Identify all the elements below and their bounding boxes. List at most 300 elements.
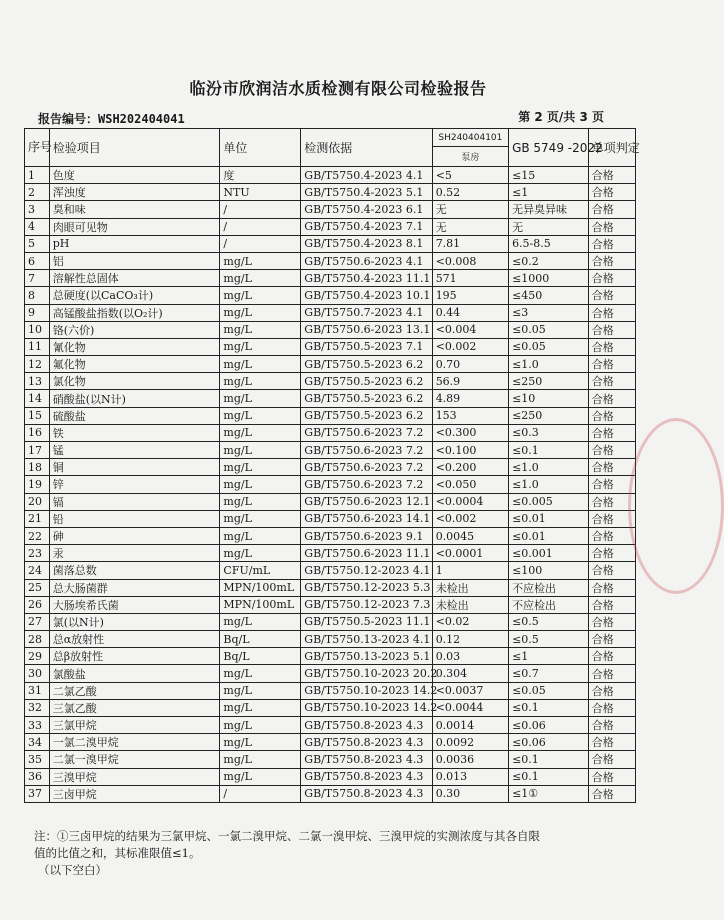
cell-limit: 无 — [509, 218, 589, 235]
col-header-standard: GB 5749 -2022 — [509, 129, 589, 167]
table-row — [25, 734, 636, 751]
footnote-line-2: 值的比值之和，其标准限值≤1。 — [34, 846, 201, 860]
cell-limit: ≤450 — [509, 287, 589, 304]
table-row — [25, 785, 636, 802]
cell-unit: MPN/100mL — [220, 579, 301, 596]
cell-result: 0.0014 — [432, 717, 508, 734]
cell-basis: GB/T5750.6-2023 7.2 — [301, 442, 432, 459]
cell-result: 56.9 — [432, 373, 508, 390]
cell-limit: ≤3 — [509, 304, 589, 321]
cell-result: 未检出 — [432, 596, 508, 613]
table-row — [25, 717, 636, 734]
cell-judge: 合格 — [588, 356, 635, 373]
cell-limit: ≤0.01 — [509, 510, 589, 527]
cell-limit: ≤0.2 — [509, 252, 589, 269]
cell-basis: GB/T5750.4-2023 11.1 — [301, 270, 432, 287]
cell-unit: mg/L — [220, 527, 301, 544]
cell-unit: mg/L — [220, 493, 301, 510]
cell-judge: 合格 — [588, 562, 635, 579]
cell-no: 37 — [25, 785, 50, 802]
cell-unit: mg/L — [220, 442, 301, 459]
cell-unit: 度 — [220, 167, 301, 184]
cell-unit: mg/L — [220, 459, 301, 476]
cell-basis: GB/T5750.12-2023 4.1 — [301, 562, 432, 579]
cell-result: <0.008 — [432, 252, 508, 269]
cell-unit: mg/L — [220, 252, 301, 269]
table-row — [25, 751, 636, 768]
cell-judge: 合格 — [588, 665, 635, 682]
cell-no: 32 — [25, 699, 50, 716]
cell-item: 铝 — [49, 252, 220, 269]
cell-limit: ≤1 — [509, 184, 589, 201]
cell-result: <0.0004 — [432, 493, 508, 510]
cell-item: 二氯乙酸 — [49, 682, 220, 699]
cell-limit: 无异臭异味 — [509, 201, 589, 218]
cell-limit: ≤0.001 — [509, 545, 589, 562]
cell-result: 0.70 — [432, 356, 508, 373]
table-row — [25, 682, 636, 699]
cell-unit: mg/L — [220, 338, 301, 355]
cell-no: 5 — [25, 235, 50, 252]
cell-unit: mg/L — [220, 407, 301, 424]
results-table — [24, 128, 640, 803]
cell-judge: 合格 — [588, 167, 635, 184]
cell-item: 铬(六价) — [49, 321, 220, 338]
cell-judge: 合格 — [588, 424, 635, 441]
col-header-judge: 单项判定 — [588, 129, 635, 167]
cell-result: 7.81 — [432, 235, 508, 252]
cell-item: 总β放射性 — [49, 648, 220, 665]
cell-judge: 合格 — [588, 321, 635, 338]
cell-no: 25 — [25, 579, 50, 596]
cell-judge: 合格 — [588, 493, 635, 510]
table-row — [25, 424, 636, 441]
cell-judge: 合格 — [588, 218, 635, 235]
cell-result: 0.03 — [432, 648, 508, 665]
cell-judge: 合格 — [588, 373, 635, 390]
cell-limit: 不应检出 — [509, 596, 589, 613]
table-row — [25, 613, 636, 630]
cell-basis: GB/T5750.4-2023 5.1 — [301, 184, 432, 201]
cell-item: 砷 — [49, 527, 220, 544]
cell-result: 4.89 — [432, 390, 508, 407]
cell-unit: mg/L — [220, 665, 301, 682]
cell-item: 硫酸盐 — [49, 407, 220, 424]
table-row — [25, 252, 636, 269]
table-row — [25, 373, 636, 390]
cell-basis: GB/T5750.12-2023 5.3 — [301, 579, 432, 596]
table-row — [25, 527, 636, 544]
cell-item: 氟化物 — [49, 356, 220, 373]
cell-no: 1 — [25, 167, 50, 184]
cell-no: 35 — [25, 751, 50, 768]
cell-unit: mg/L — [220, 510, 301, 527]
cell-result: 571 — [432, 270, 508, 287]
cell-limit: ≤1① — [509, 785, 589, 802]
cell-no: 34 — [25, 734, 50, 751]
table-row — [25, 768, 636, 785]
cell-no: 8 — [25, 287, 50, 304]
cell-limit: ≤15 — [509, 167, 589, 184]
table-row — [25, 631, 636, 648]
cell-no: 16 — [25, 424, 50, 441]
cell-result: 0.013 — [432, 768, 508, 785]
table-row — [25, 167, 636, 184]
cell-judge: 合格 — [588, 631, 635, 648]
cell-judge: 合格 — [588, 476, 635, 493]
col-header-no: 序号 — [25, 129, 50, 167]
table-row — [25, 459, 636, 476]
cell-judge: 合格 — [588, 545, 635, 562]
cell-no: 14 — [25, 390, 50, 407]
cell-basis: GB/T5750.12-2023 7.3 — [301, 596, 432, 613]
cell-basis: GB/T5750.6-2023 12.1 — [301, 493, 432, 510]
table-row — [25, 270, 636, 287]
cell-judge: 合格 — [588, 304, 635, 321]
table-row — [25, 201, 636, 218]
cell-no: 11 — [25, 338, 50, 355]
cell-judge: 合格 — [588, 184, 635, 201]
cell-item: 大肠埃希氏菌 — [49, 596, 220, 613]
cell-item: 锰 — [49, 442, 220, 459]
table-row — [25, 493, 636, 510]
cell-judge: 合格 — [588, 717, 635, 734]
cell-basis: GB/T5750.6-2023 7.2 — [301, 424, 432, 441]
cell-result: <0.0037 — [432, 682, 508, 699]
cell-unit: NTU — [220, 184, 301, 201]
cell-unit: mg/L — [220, 751, 301, 768]
cell-unit: mg/L — [220, 304, 301, 321]
cell-unit: mg/L — [220, 476, 301, 493]
cell-result: 未检出 — [432, 579, 508, 596]
cell-limit: ≤1.0 — [509, 459, 589, 476]
cell-judge: 合格 — [588, 768, 635, 785]
cell-limit: 6.5-8.5 — [509, 235, 589, 252]
table-row — [25, 321, 636, 338]
cell-item: 溶解性总固体 — [49, 270, 220, 287]
cell-unit: MPN/100mL — [220, 596, 301, 613]
cell-item: 总硬度(以CaCO₃计) — [49, 287, 220, 304]
cell-result: 无 — [432, 218, 508, 235]
table-row — [25, 579, 636, 596]
cell-basis: GB/T5750.4-2023 8.1 — [301, 235, 432, 252]
cell-item: 三氯甲烷 — [49, 717, 220, 734]
cell-no: 22 — [25, 527, 50, 544]
cell-judge: 合格 — [588, 270, 635, 287]
col-header-item: 检验项目 — [49, 129, 220, 167]
cell-limit: ≤250 — [509, 373, 589, 390]
cell-basis: GB/T5750.8-2023 4.3 — [301, 734, 432, 751]
cell-no: 26 — [25, 596, 50, 613]
cell-unit: mg/L — [220, 699, 301, 716]
table-row — [25, 562, 636, 579]
table-row — [25, 476, 636, 493]
cell-no: 3 — [25, 201, 50, 218]
report-number: 报告编号：WSH202404041 — [38, 112, 185, 126]
table-row — [25, 545, 636, 562]
cell-judge: 合格 — [588, 510, 635, 527]
cell-judge: 合格 — [588, 407, 635, 424]
cell-item: 菌落总数 — [49, 562, 220, 579]
cell-no: 12 — [25, 356, 50, 373]
cell-item: 铜 — [49, 459, 220, 476]
cell-judge: 合格 — [588, 252, 635, 269]
cell-item: 铅 — [49, 510, 220, 527]
cell-unit: mg/L — [220, 545, 301, 562]
cell-judge: 合格 — [588, 613, 635, 630]
table-row — [25, 665, 636, 682]
cell-result: <0.300 — [432, 424, 508, 441]
table-row — [25, 407, 636, 424]
cell-limit: ≤0.05 — [509, 682, 589, 699]
cell-no: 19 — [25, 476, 50, 493]
cell-item: 氯酸盐 — [49, 665, 220, 682]
cell-basis: GB/T5750.8-2023 4.3 — [301, 768, 432, 785]
cell-result: 0.44 — [432, 304, 508, 321]
seal-stamp — [628, 418, 724, 594]
cell-no: 27 — [25, 613, 50, 630]
cell-limit: ≤100 — [509, 562, 589, 579]
cell-item: pH — [49, 235, 220, 252]
cell-basis: GB/T5750.5-2023 6.2 — [301, 390, 432, 407]
cell-result: <0.0001 — [432, 545, 508, 562]
cell-basis: GB/T5750.5-2023 6.2 — [301, 356, 432, 373]
cell-item: 色度 — [49, 167, 220, 184]
cell-limit: ≤1.0 — [509, 356, 589, 373]
cell-unit: / — [220, 218, 301, 235]
cell-limit: ≤0.5 — [509, 631, 589, 648]
col-header-sample — [432, 129, 508, 167]
table-header-row — [25, 129, 636, 167]
cell-unit: / — [220, 235, 301, 252]
cell-unit: mg/L — [220, 768, 301, 785]
table-row — [25, 390, 636, 407]
cell-result: 195 — [432, 287, 508, 304]
cell-item: 臭和味 — [49, 201, 220, 218]
cell-basis: GB/T5750.10-2023 20.2 — [301, 665, 432, 682]
cell-unit: mg/L — [220, 321, 301, 338]
footnote-line-1: 注：①三卤甲烷的结果为三氯甲烷、一氯二溴甲烷、二氯一溴甲烷、三溴甲烷的实测浓度与其各自限 — [34, 829, 540, 843]
col-header-unit: 单位 — [220, 129, 301, 167]
cell-limit: ≤0.005 — [509, 493, 589, 510]
cell-no: 13 — [25, 373, 50, 390]
cell-basis: GB/T5750.8-2023 4.3 — [301, 751, 432, 768]
cell-judge: 合格 — [588, 287, 635, 304]
cell-basis: GB/T5750.5-2023 11.1 — [301, 613, 432, 630]
cell-basis: GB/T5750.4-2023 4.1 — [301, 167, 432, 184]
cell-item: 总α放射性 — [49, 631, 220, 648]
cell-no: 2 — [25, 184, 50, 201]
cell-basis: GB/T5750.13-2023 5.1 — [301, 648, 432, 665]
cell-basis: GB/T5750.13-2023 4.1 — [301, 631, 432, 648]
cell-result: 无 — [432, 201, 508, 218]
cell-no: 4 — [25, 218, 50, 235]
cell-judge: 合格 — [588, 751, 635, 768]
cell-no: 21 — [25, 510, 50, 527]
blank-below-marker: （以下空白） — [38, 863, 107, 877]
cell-basis: GB/T5750.4-2023 10.1 — [301, 287, 432, 304]
cell-basis: GB/T5750.6-2023 4.1 — [301, 252, 432, 269]
table-row — [25, 338, 636, 355]
cell-limit: ≤0.06 — [509, 717, 589, 734]
cell-limit: ≤0.1 — [509, 751, 589, 768]
cell-item: 高锰酸盐指数(以O₂计) — [49, 304, 220, 321]
table-row — [25, 184, 636, 201]
cell-item: 三溴甲烷 — [49, 768, 220, 785]
cell-result: <0.0044 — [432, 699, 508, 716]
col-header-basis: 检测依据 — [301, 129, 432, 167]
cell-item: 总大肠菌群 — [49, 579, 220, 596]
cell-result: <0.002 — [432, 338, 508, 355]
cell-basis: GB/T5750.8-2023 4.3 — [301, 785, 432, 802]
cell-judge: 合格 — [588, 596, 635, 613]
cell-unit: mg/L — [220, 424, 301, 441]
cell-unit: mg/L — [220, 373, 301, 390]
cell-unit: mg/L — [220, 356, 301, 373]
cell-unit: / — [220, 201, 301, 218]
cell-item: 氯(以N计) — [49, 613, 220, 630]
cell-judge: 合格 — [588, 338, 635, 355]
cell-result: <0.200 — [432, 459, 508, 476]
cell-result: 0.30 — [432, 785, 508, 802]
cell-judge: 合格 — [588, 201, 635, 218]
cell-result: <0.02 — [432, 613, 508, 630]
cell-basis: GB/T5750.5-2023 7.1 — [301, 338, 432, 355]
cell-limit: ≤0.3 — [509, 424, 589, 441]
cell-limit: ≤10 — [509, 390, 589, 407]
table-row — [25, 218, 636, 235]
cell-limit: ≤0.1 — [509, 768, 589, 785]
cell-unit: mg/L — [220, 390, 301, 407]
cell-item: 一氯二溴甲烷 — [49, 734, 220, 751]
cell-result: <0.050 — [432, 476, 508, 493]
cell-judge: 合格 — [588, 390, 635, 407]
cell-basis: GB/T5750.6-2023 11.1 — [301, 545, 432, 562]
cell-basis: GB/T5750.4-2023 7.1 — [301, 218, 432, 235]
cell-result: 0.0045 — [432, 527, 508, 544]
page-number: 第 2 页/共 3 页 — [518, 110, 604, 124]
table-row — [25, 235, 636, 252]
cell-item: 三卤甲烷 — [49, 785, 220, 802]
cell-result: 0.304 — [432, 665, 508, 682]
cell-basis: GB/T5750.4-2023 6.1 — [301, 201, 432, 218]
cell-no: 23 — [25, 545, 50, 562]
cell-result: <0.002 — [432, 510, 508, 527]
cell-result: <0.004 — [432, 321, 508, 338]
cell-no: 24 — [25, 562, 50, 579]
cell-judge: 合格 — [588, 442, 635, 459]
cell-unit: mg/L — [220, 613, 301, 630]
cell-item: 硝酸盐(以N计) — [49, 390, 220, 407]
cell-limit: ≤0.01 — [509, 527, 589, 544]
footnote — [34, 828, 634, 879]
cell-no: 15 — [25, 407, 50, 424]
cell-limit: ≤0.1 — [509, 699, 589, 716]
cell-no: 33 — [25, 717, 50, 734]
cell-result: <0.100 — [432, 442, 508, 459]
cell-no: 31 — [25, 682, 50, 699]
cell-judge: 合格 — [588, 235, 635, 252]
cell-limit: ≤1.0 — [509, 476, 589, 493]
cell-limit: ≤1000 — [509, 270, 589, 287]
cell-unit: Bq/L — [220, 631, 301, 648]
cell-limit: ≤0.05 — [509, 321, 589, 338]
cell-result: 0.12 — [432, 631, 508, 648]
cell-judge: 合格 — [588, 527, 635, 544]
cell-result: <5 — [432, 167, 508, 184]
cell-limit: ≤0.06 — [509, 734, 589, 751]
cell-unit: CFU/mL — [220, 562, 301, 579]
cell-judge: 合格 — [588, 648, 635, 665]
cell-limit: ≤0.05 — [509, 338, 589, 355]
cell-unit: mg/L — [220, 717, 301, 734]
table-row — [25, 596, 636, 613]
cell-unit: / — [220, 785, 301, 802]
cell-basis: GB/T5750.10-2023 14.2 — [301, 682, 432, 699]
cell-judge: 合格 — [588, 579, 635, 596]
cell-judge: 合格 — [588, 785, 635, 802]
cell-item: 三氯乙酸 — [49, 699, 220, 716]
report-title: 临汾市欣润洁水质检测有限公司检验报告 — [189, 79, 487, 98]
cell-item: 汞 — [49, 545, 220, 562]
cell-unit: mg/L — [220, 287, 301, 304]
cell-basis: GB/T5750.10-2023 14.2 — [301, 699, 432, 716]
cell-basis: GB/T5750.8-2023 4.3 — [301, 717, 432, 734]
table-row — [25, 648, 636, 665]
cell-judge: 合格 — [588, 459, 635, 476]
cell-no: 9 — [25, 304, 50, 321]
cell-basis: GB/T5750.6-2023 9.1 — [301, 527, 432, 544]
cell-item: 二氯一溴甲烷 — [49, 751, 220, 768]
table-row — [25, 287, 636, 304]
cell-no: 10 — [25, 321, 50, 338]
cell-item: 锌 — [49, 476, 220, 493]
cell-unit: mg/L — [220, 682, 301, 699]
cell-item: 氰化物 — [49, 338, 220, 355]
table-row — [25, 356, 636, 373]
cell-no: 20 — [25, 493, 50, 510]
sample-code: SH240404101 — [433, 130, 508, 147]
cell-limit: 不应检出 — [509, 579, 589, 596]
cell-item: 镉 — [49, 493, 220, 510]
cell-result: 0.0092 — [432, 734, 508, 751]
cell-limit: ≤0.1 — [509, 442, 589, 459]
cell-result: 0.52 — [432, 184, 508, 201]
table-row — [25, 699, 636, 716]
cell-basis: GB/T5750.6-2023 7.2 — [301, 476, 432, 493]
cell-unit: mg/L — [220, 734, 301, 751]
cell-basis: GB/T5750.5-2023 6.2 — [301, 407, 432, 424]
table-row — [25, 510, 636, 527]
cell-judge: 合格 — [588, 699, 635, 716]
cell-basis: GB/T5750.7-2023 4.1 — [301, 304, 432, 321]
cell-basis: GB/T5750.6-2023 7.2 — [301, 459, 432, 476]
cell-no: 29 — [25, 648, 50, 665]
cell-unit: Bq/L — [220, 648, 301, 665]
cell-item: 浑浊度 — [49, 184, 220, 201]
table-body — [25, 167, 636, 803]
cell-no: 7 — [25, 270, 50, 287]
cell-limit: ≤0.7 — [509, 665, 589, 682]
cell-basis: GB/T5750.6-2023 13.1 — [301, 321, 432, 338]
cell-no: 17 — [25, 442, 50, 459]
cell-item: 氯化物 — [49, 373, 220, 390]
cell-result: 1 — [432, 562, 508, 579]
table-row — [25, 304, 636, 321]
cell-result: 153 — [432, 407, 508, 424]
cell-judge: 合格 — [588, 682, 635, 699]
cell-limit: ≤1 — [509, 648, 589, 665]
